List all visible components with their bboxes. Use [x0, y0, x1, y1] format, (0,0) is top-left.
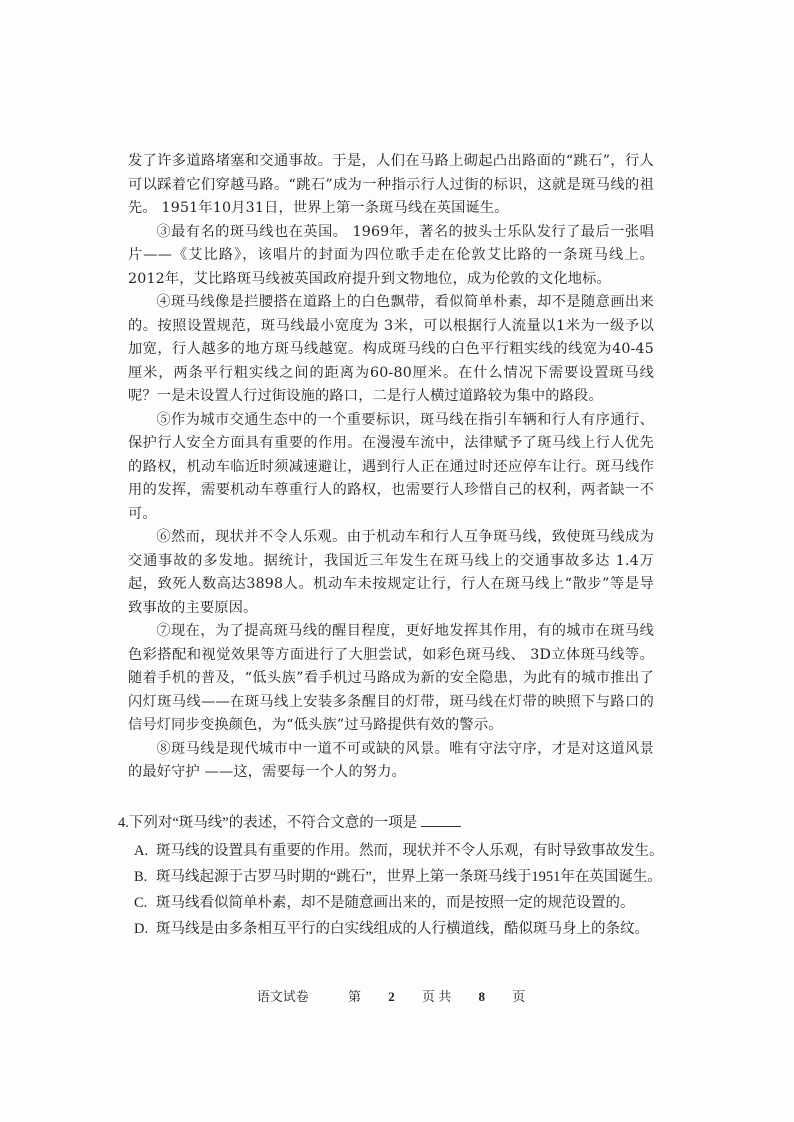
answer-blank — [421, 814, 461, 827]
footer-subject: 语文试卷 — [256, 989, 309, 1004]
option-b — [134, 864, 664, 890]
current-page: 2 — [388, 989, 395, 1004]
option-letter: C. — [134, 895, 148, 911]
passage-paragraph-6: ⑥然而，现状并不令人乐观。由于机动车和行人互争斑马线，致使斑马线成为交通事故的多发地。据统计，我国近三年发生在斑马线上的交通事故多达 1.4万起，致死人数高达3898人。机动车未按规定让行，行人在斑马线上“散步”等是导致事故的主要原因。 — [128, 529, 654, 616]
option-a — [134, 838, 664, 864]
passage — [128, 150, 654, 785]
passage-paragraph-3: ③最有名的斑马线也在英国。 1969年，著名的披头士乐队发行了最后一张唱片——《艾比路》，该唱片的封面为四位歌手走在伦敦艾比路的一条斑马线上。2012年，艾比路斑马线被英国政府提升到文物地位，成为伦敦的文化地标。 — [128, 223, 654, 287]
option-letter: B. — [134, 869, 148, 885]
passage-paragraph-4: ④斑马线像是拦腰搭在道路上的白色飘带，看似简单朴素，却不是随意画出来的。按照设置规范，斑马线最小宽度为 3米，可以根据行人流量以1米为一级予以加宽，行人越多的地方斑马线越宽。构成斑马线的白色平行粗实线的线宽为40-45厘米，两条平行粗实线之间的距离为60-80厘米。在什么情况下需要设置斑马线呢？一是未设置人行过街设施的路口，二是行人横过道路较为集中的路段。 — [128, 294, 654, 404]
option-c — [134, 890, 664, 916]
option-text: 斑马线起源于古罗马时期的“跳石”，世界上第一条斑马线于1951年在英国诞生。 — [156, 869, 662, 885]
option-text: 斑马线的设置具有重要的作用。然而，现状并不令人乐观，有时导致事故发生。 — [156, 843, 664, 859]
option-letter: D. — [134, 921, 149, 937]
page-label: 页 共 — [422, 989, 452, 1004]
question-stem — [118, 812, 664, 834]
passage-paragraph-2-continued: 发了许多道路堵塞和交通事故。于是，人们在马路上砌起凸出路面的“跳石”，行人可以踩着它们穿越马路。“跳石”成为一种指示行人过街的标识，这就是斑马线的祖先。 1951年10月31日，世界上第一条斑马线在英国诞生。 — [128, 153, 654, 216]
passage-paragraph-7: ⑦现在，为了提高斑马线的醒目程度，更好地发挥其作用，有的城市在斑马线色彩搭配和视觉效果等方面进行了大胆尝试，如彩色斑马线、 3D立体斑马线等。随着手机的普及，“低头族”看手机过马路成为新的安全隐患，为此有的城市推出了闪灯斑马线——在斑马线上安装多条醒目的灯带，斑马线在灯带的映照下与路口的信号灯同步变换颜色，为“低头族”过马路提供有效的警示。 — [128, 623, 654, 733]
option-d — [134, 916, 664, 942]
total-pages: 8 — [478, 989, 486, 1004]
page-label: 第 — [347, 989, 361, 1004]
question-4 — [118, 812, 664, 942]
passage-paragraph-5: ⑤作为城市交通生态中的一个重要标识，斑马线在指引车辆和行人有序通行、保护行人安全方面具有重要的作用。在漫漫车流中，法律赋予了斑马线上行人优先的路权，机动车临近时须减速避让，遇到行人正在通过时还应停车让行。斑马线作用的发挥，需要机动车尊重行人的路权，也需要行人珍惜自己的权利，两者缺一不可。 — [128, 411, 654, 522]
page-label: 页 — [512, 989, 526, 1004]
page-footer — [0, 986, 794, 1005]
option-text: 斑马线看似简单朴素，却不是随意画出来的，而是按照一定的规范设置的。 — [156, 895, 635, 911]
option-letter: A. — [134, 843, 149, 859]
option-text: 斑马线是由多条相互平行的白实线组成的人行横道线，酷似斑马身上的条纹。 — [156, 921, 649, 937]
footer-page-number — [336, 989, 537, 1004]
question-stem-text: 4.下列对“斑马线”的表述，不符合文意的一项是 — [118, 815, 418, 831]
passage-paragraph-8: ⑧斑马线是现代城市中一道不可或缺的风景。唯有守法守序，才是对这道风景的最好守护 ——这，需要每一个人的努力。 — [128, 740, 654, 780]
